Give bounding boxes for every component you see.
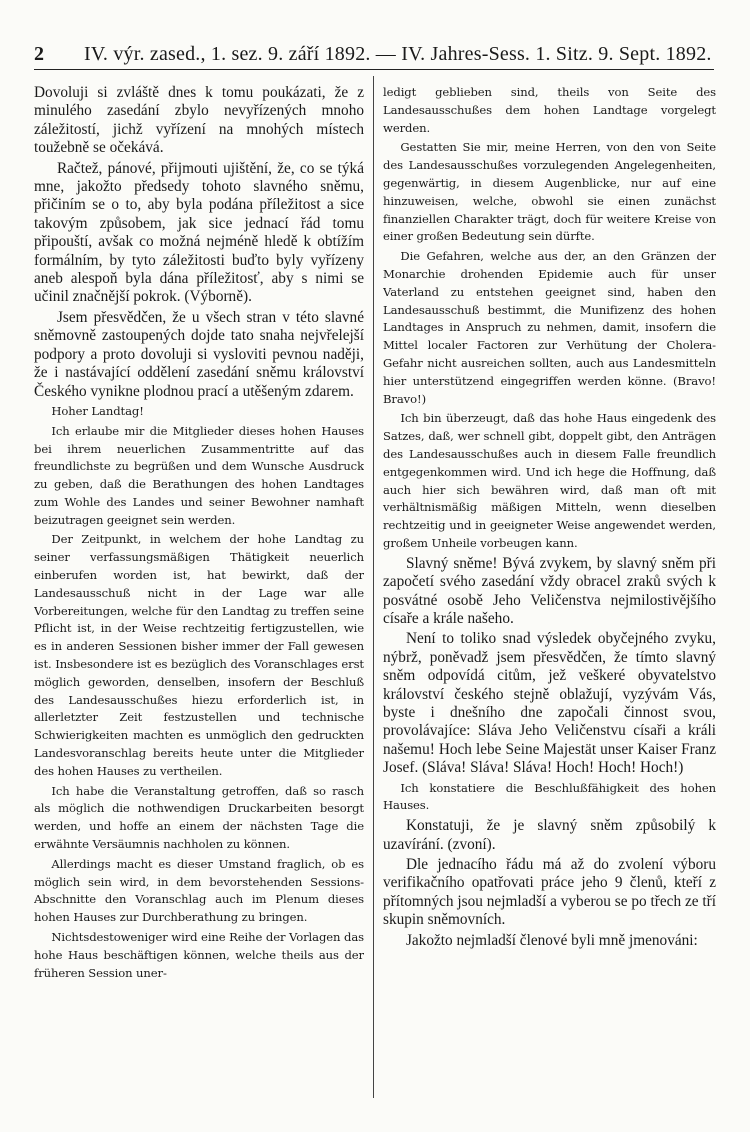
page-header <box>34 42 714 66</box>
paragraph: Není to toliko snad výsledek obyčejného zvyku, nýbrž, poněvadž jsem přesvědčen, že tímto slavný sněm odpovídá citům, jež veškeré obyvatelstvo království českého stejně oblažují, vyzývám Vás, byste i dnešního dne započali činnost svou, provolávajíce: Sláva Jeho Veličenstvu císaři a králi našemu! Hoch lebe Seine Majestät unser Kaiser Franz Josef. (Sláva! Sláva! Sláva! Hoch! Hoch! Hoch!) <box>383 630 716 777</box>
paragraph: Račtež, pánové, přijmouti ujištění, že, co se týká mne, jakožto předsedy tohoto slavného sněmu, přičiním se o to, aby byla podána příležitost a sice takovým způsobem, jak sice jednací řád tomu připouští, avšak co možná nejméně hledě k obtížím formálním, by tyto záležitosti buďto byly vyřízeny aneb alespoň byla dána příležitosť, aby s nimi se učinil značnější pokrok. (Výborně). <box>34 159 364 306</box>
left-column <box>34 84 364 984</box>
paragraph: ledigt geblieben sind, theils von Seite des Landesausschußes dem hohen Landtage vorgelegt werden. <box>383 85 716 135</box>
paragraph: Die Gefahren, welche aus der, an den Gränzen der Monarchie drohenden Epidemie auch für unser Vaterland zu entstehen geeignet sind, haben den Landesausschuß bestimmt, die Munifizenz des hohen Landtages in Anspruch zu nehmen, damit, insofern die Mittel localer Factoren zur Verhütung der Cholera-Gefahr nicht ausreichen sollten, auch aus Landesmitteln hier unterstützend eingegriffen werden könne. (Bravo! Bravo!) <box>383 249 716 406</box>
page-number: 2 <box>34 43 45 65</box>
paragraph: Dovoluji si zvláště dnes k tomu poukázati, že z minulého zasedání zbylo nevyřízených mnoho záležitostí, jichž vyřízení na mnohých místech toužebně se očekává. <box>34 84 364 157</box>
right-column <box>383 84 716 952</box>
paragraph: Slavný sněme! Bývá zvykem, by slavný sněm při započetí svého zasedání vždy obracel zraků svých k posvátné osobě Jeho Veličenstva nejmilostivějšího císaře a krále našeho. <box>383 554 716 627</box>
running-title: IV. výr. zased., 1. sez. 9. září 1892. — IV. Jahres-Sess. 1. Sitz. 9. Sept. 1892. <box>84 43 712 65</box>
paragraph: Hoher Landtag! <box>51 403 144 418</box>
column-divider <box>373 76 374 1098</box>
paragraph: Jsem přesvědčen, že u všech stran v této slavné sněmovně zastoupených dojde tato snaha nejvřelejší podpory a proto dovoluji si vysloviti pevnou naději, že i nastávající oddělení zasedání sněmu království Českého vynikne plodnou prací a utěšeným zdarem. <box>34 308 364 400</box>
paragraph: Allerdings macht es dieser Umstand fraglich, ob es möglich sein wird, in dem bevorstehenden Sessions-Abschnitte den Voranschlag auch im Plenum dieses hohen Hauses zur Durchberathung zu bringen. <box>34 856 364 925</box>
paragraph: Der Zeitpunkt, in welchem der hohe Landtag zu seiner verfassungsmäßigen Thätigkeit neuerlich einberufen worden ist, hat bewirkt, daß der Landesausschuß nicht in der Lage war alle Vorbereitungen, welche für den Landtag zu treffen seine Pflicht ist, in der Weise rechtzeitig fertigzustellen, wie es in anderen Sessionen bisher immer der Fall gewesen ist. Insbesondere ist es bezüglich des Voranschlages erst möglich geworden, denselben, insofern der Beschluß des Landesausschußes hiezu erforderlich ist, in allerletzter Zeit festzustellen und technische Schwierigkeiten machten es unmöglich den gedruckten Landesvoranschlag bereits heute unter die Mitglieder des hohen Hauses zu vertheilen. <box>34 532 364 778</box>
paragraph: Ich bin überzeugt, daß das hohe Haus eingedenk des Satzes, daß, wer schnell gibt, doppelt gibt, den Anträgen des Landesausschußes auch in diesem Falle freundlich entgegenkommen wird. Und ich hege die Hoffnung, daß auch hier sich bewähren wird, daß man oft mit verhältnismäßig mäßigen Mitteln, wenn dieselben rechtzeitig und in geeigneter Weise angewendet werden, großem Unheile vorbeugen kann. <box>383 411 716 550</box>
paragraph: Ich erlaube mir die Mitglieder dieses hohen Hauses bei ihrem neuerlichen Zusammentritte auf das freundlichste zu begrüßen und dem Wunsche Ausdruck zu geben, daß die Berathungen des hohen Landtages zum Wohle des Landes und seiner Bewohner namhaft beizutragen geeignet sein werden. <box>34 423 364 527</box>
paragraph: Gestatten Sie mir, meine Herren, von den von Seite des Landesausschußes vorzulegenden Angelegenheiten, gegenwärtig, in diesem Augenblicke, nur auf eine hinzuweisen, welche, obwohl sie einen zunächst finanziellen Charakter trägt, doch für weitere Kreise von einer großen Bedeutung sein dürfte. <box>383 140 716 244</box>
paragraph: Ich konstatiere die Beschlußfähigkeit des hohen Hauses. <box>383 780 716 813</box>
header-rule <box>34 69 714 70</box>
paragraph: Ich habe die Veranstaltung getroffen, daß so rasch als möglich die nothwendigen Druckarbeiten besorgt werden, und hoffe an einem der nächsten Tage die erwähnte Versäumnis nachholen zu können. <box>34 783 364 852</box>
paragraph: Jakožto nejmladší členové byli mně jmenováni: <box>405 931 698 949</box>
paragraph: Nichtsdestoweniger wird eine Reihe der Vorlagen das hohe Haus beschäftigen können, welche theils aus der früheren Session uner- <box>34 930 364 980</box>
paragraph: Dle jednacího řádu má až do zvolení výboru verifikačního opatřovati práce jeho 9 členů, kteří z přítomných jsou nejmladší a vyberou se po třech ze tří skupin sněmovních. <box>383 856 716 929</box>
paragraph: Konstatuji, že je slavný sněm způsobilý k uzavírání. (zvoní). <box>383 817 716 853</box>
